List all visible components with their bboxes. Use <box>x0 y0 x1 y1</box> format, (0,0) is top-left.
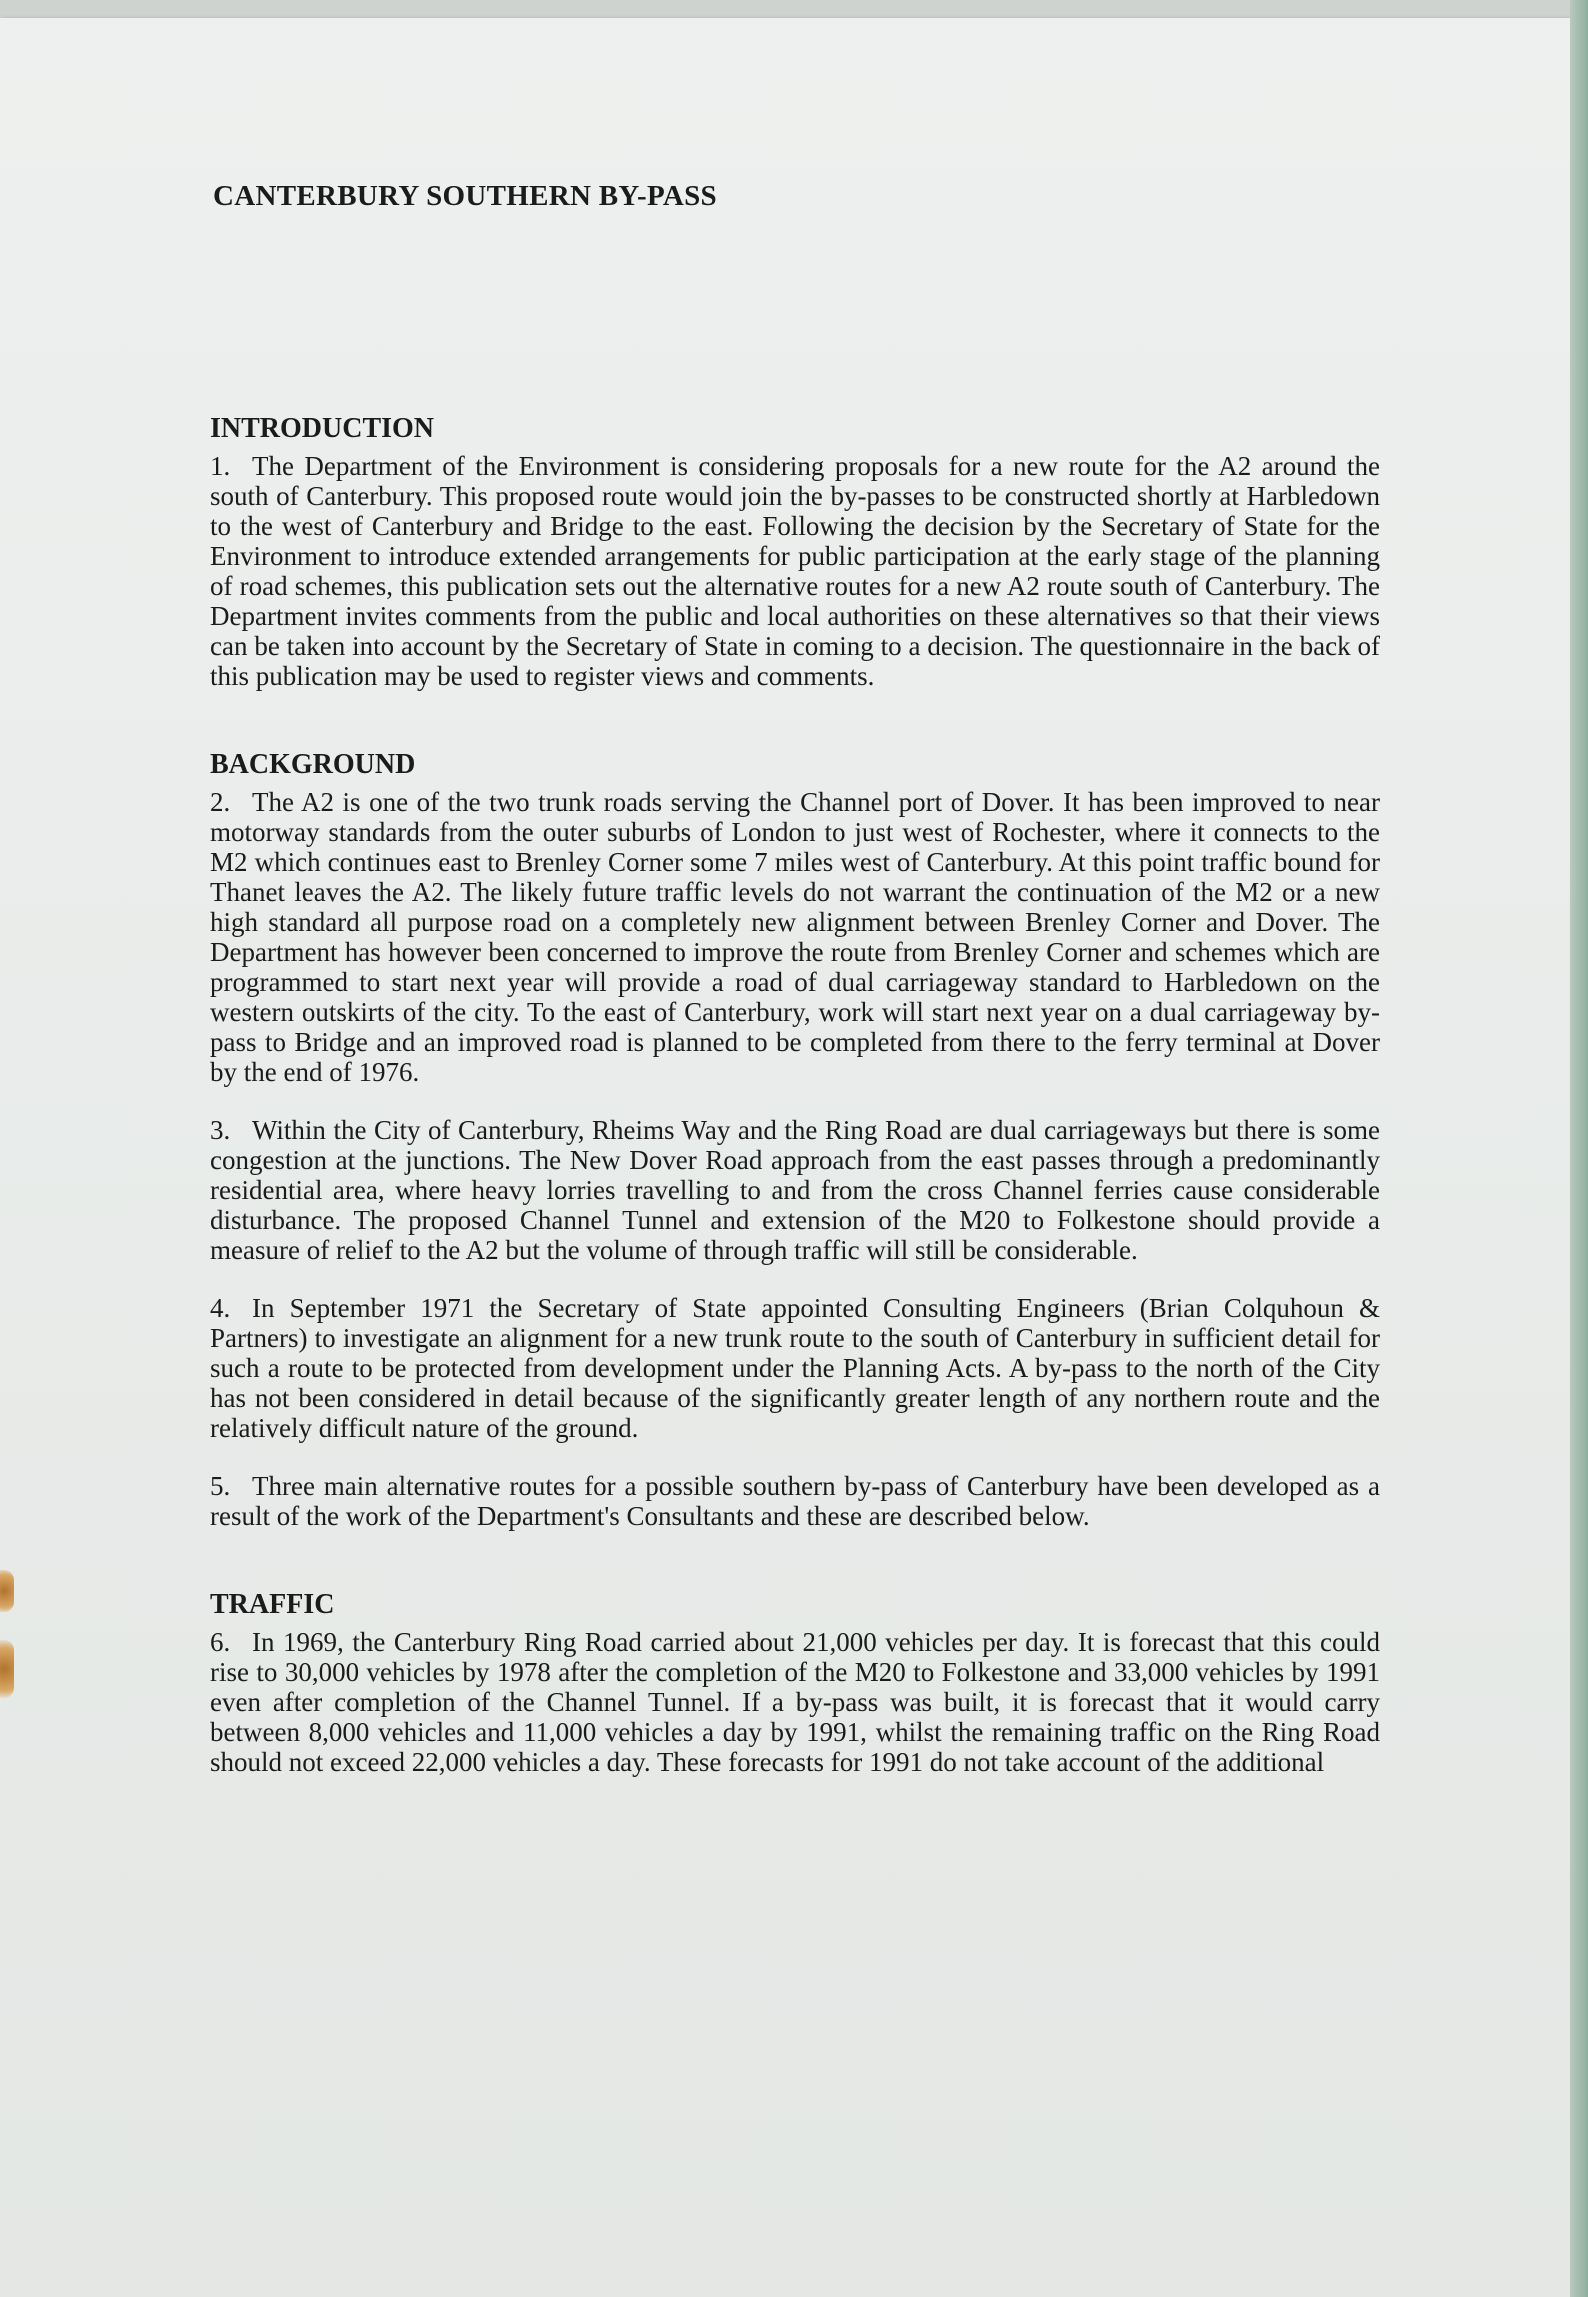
paragraph-number: 6. <box>210 1627 231 1657</box>
paragraph-text: In September 1971 the Secretary of State appointed Consulting Engineers (Brian Colquhoun & Partners) to investigate an alignment for a new trunk route to the south of Canterbury in sufficient detail for such a route to be protected from development under the Planning Acts. A by-pass to the north of the City has not been considered in detail because of the significantly greater length of any northern route and the relatively difficult nature of the ground. <box>210 1293 1380 1443</box>
paper-stain <box>0 1570 14 1612</box>
paragraph <box>210 1293 1380 1443</box>
section-heading: TRAFFIC <box>210 1589 335 1620</box>
section-introduction <box>210 413 1380 691</box>
section-background <box>210 749 1380 1531</box>
document-body <box>210 180 1380 1777</box>
paragraph-text: Within the City of Canterbury, Rheims Way and the Ring Road are dual carriageways but there is some congestion at the junctions. The New Dover Road approach from the east passes through a predominantly residential area, where heavy lorries travelling to and from the cross Channel ferries cause considerable disturbance. The proposed Channel Tunnel and extension of the M20 to Folkestone should provide a measure of relief to the A2 but the volume of through traffic will still be considerable. <box>210 1115 1380 1265</box>
paragraph <box>210 787 1380 1087</box>
paragraph-text: The A2 is one of the two trunk roads serving the Channel port of Dover. It has been improved to near motorway standards from the outer suburbs of London to just west of Rochester, where it connects to the M2 which continues east to Brenley Corner some 7 miles west of Canterbury. At this point traffic bound for Thanet leaves the A2. The likely future traffic levels do not warrant the continuation of the M2 or a new high standard all purpose road on a completely new alignment between Brenley Corner and Dover. The Department has however been concerned to improve the route from Brenley Corner and schemes which are programmed to start next year will provide a road of dual carriageway standard to Harbledown on the western outskirts of the city. To the east of Canterbury, work will start next year on a dual carriageway by-pass to Bridge and an improved road is planned to be completed from there to the ferry terminal at Dover by the end of 1976. <box>210 787 1380 1087</box>
paragraph-number: 4. <box>210 1293 231 1323</box>
paragraph <box>210 1471 1380 1531</box>
paragraph-number: 2. <box>210 787 231 817</box>
paragraph-number: 1. <box>210 451 231 481</box>
paragraph-number: 5. <box>210 1471 231 1501</box>
paragraph-text: The Department of the Environment is considering proposals for a new route for the A2 around the south of Canterbury. This proposed route would join the by-passes to be constructed shortly at Harbledown to the west of Canterbury and Bridge to the east. Following the decision by the Secretary of State for the Environment to introduce extended arrangements for public participation at the early stage of the planning of road schemes, this publication sets out the alternative routes for a new A2 route south of Canterbury. The Department invites comments from the public and local authorities on these alternatives so that their views can be taken into account by the Secretary of State in coming to a decision. The questionnaire in the back of this publication may be used to register views and comments. <box>210 451 1380 691</box>
paragraph-text: Three main alternative routes for a possible southern by-pass of Canterbury have been developed as a result of the work of the Department's Consultants and these are described below. <box>210 1471 1380 1531</box>
page-edge <box>1570 0 1588 2297</box>
section-traffic <box>210 1589 1380 1777</box>
document-title: CANTERBURY SOUTHERN BY-PASS <box>213 180 717 212</box>
paragraph <box>210 1115 1380 1265</box>
section-heading: INTRODUCTION <box>210 413 435 444</box>
section-heading: BACKGROUND <box>210 749 416 780</box>
paragraph <box>210 1627 1380 1777</box>
paragraph-number: 3. <box>210 1115 231 1145</box>
paragraph-text: In 1969, the Canterbury Ring Road carried about 21,000 vehicles per day. It is forecast that this could rise to 30,000 vehicles by 1978 after the completion of the M20 to Folkestone and 33,000 vehicles by 1991 even after completion of the Channel Tunnel. If a by-pass was built, it is forecast that it would carry between 8,000 vehicles and 11,000 vehicles a day by 1991, whilst the remaining traffic on the Ring Road should not exceed 22,000 vehicles a day. These forecasts for 1991 do not take account of the additional <box>210 1627 1380 1777</box>
paragraph <box>210 451 1380 691</box>
paper-stain <box>0 1640 14 1698</box>
